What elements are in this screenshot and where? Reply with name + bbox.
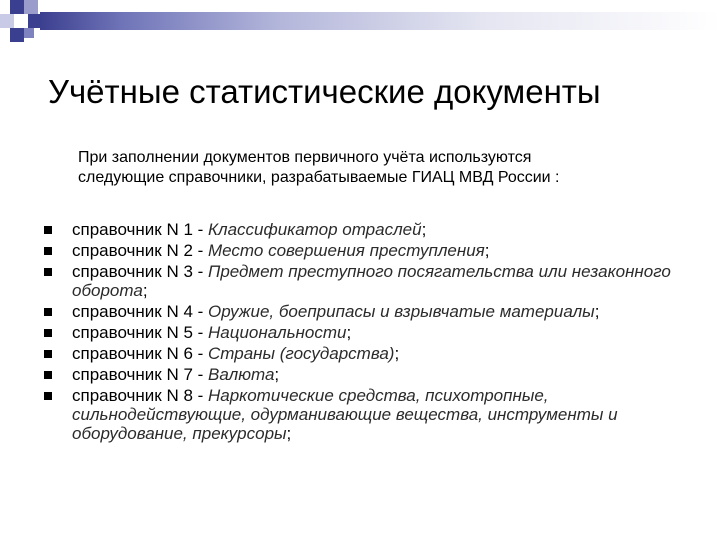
square-bullet-icon [44, 247, 52, 255]
reference-item [42, 262, 702, 300]
square-bullet-icon [44, 226, 52, 234]
decor-square [14, 14, 28, 28]
reference-suffix: ; [484, 241, 490, 260]
reference-prefix: справочник N 2 - [72, 241, 208, 260]
reference-name: Национальности [208, 323, 347, 342]
reference-item [42, 220, 702, 239]
decor-square [10, 28, 24, 42]
reference-item [42, 344, 702, 363]
reference-item [42, 365, 702, 384]
reference-name: Наркотические средства, психотропные, сильнодействующие, одурманивающие вещества, инструменты и оборудование, прекурсоры [72, 386, 618, 443]
reference-prefix: справочник N 3 - [72, 262, 208, 281]
decor-square [24, 28, 34, 38]
reference-name: Классификатор отраслей [208, 220, 422, 239]
reference-prefix: справочник N 7 - [72, 365, 208, 384]
slide-title: Учётные статистические документы [48, 73, 601, 110]
reference-name: Оружие, боеприпасы и взрывчатые материалы [208, 302, 595, 321]
reference-name: Предмет преступного посягательства или незаконного оборота [72, 262, 671, 300]
reference-name: Валюта [208, 365, 275, 384]
decor-square [24, 0, 38, 14]
square-bullet-icon [44, 350, 52, 358]
reference-prefix: справочник N 8 - [72, 386, 208, 405]
square-bullet-icon [44, 371, 52, 379]
square-bullet-icon [44, 308, 52, 316]
reference-list [42, 220, 702, 445]
reference-suffix: ; [274, 365, 280, 384]
reference-item [42, 241, 702, 260]
reference-suffix: ; [142, 281, 148, 300]
reference-prefix: справочник N 4 - [72, 302, 208, 321]
reference-suffix: ; [346, 323, 352, 342]
corner-squares-decoration [0, 0, 60, 60]
reference-prefix: справочник N 5 - [72, 323, 208, 342]
decor-square [0, 14, 14, 28]
intro-line: следующие справочники, разрабатываемые ГИАЦ МВД России : [78, 169, 560, 186]
reference-suffix: ; [394, 344, 400, 363]
reference-suffix: ; [286, 424, 292, 443]
decor-square [10, 0, 24, 14]
reference-name: Страны (государства) [208, 344, 395, 363]
square-bullet-icon [44, 392, 52, 400]
reference-suffix: ; [594, 302, 600, 321]
reference-item [42, 323, 702, 342]
square-bullet-icon [44, 329, 52, 337]
intro-text [78, 148, 638, 188]
reference-item [42, 302, 702, 321]
reference-prefix: справочник N 1 - [72, 220, 208, 239]
square-bullet-icon [44, 268, 52, 276]
header-gradient-bar [40, 12, 720, 30]
reference-suffix: ; [421, 220, 427, 239]
intro-line: При заполнении документов первичного учёта используются [78, 149, 532, 166]
reference-name: Место совершения преступления [208, 241, 485, 260]
reference-item [42, 386, 702, 443]
reference-prefix: справочник N 6 - [72, 344, 208, 363]
